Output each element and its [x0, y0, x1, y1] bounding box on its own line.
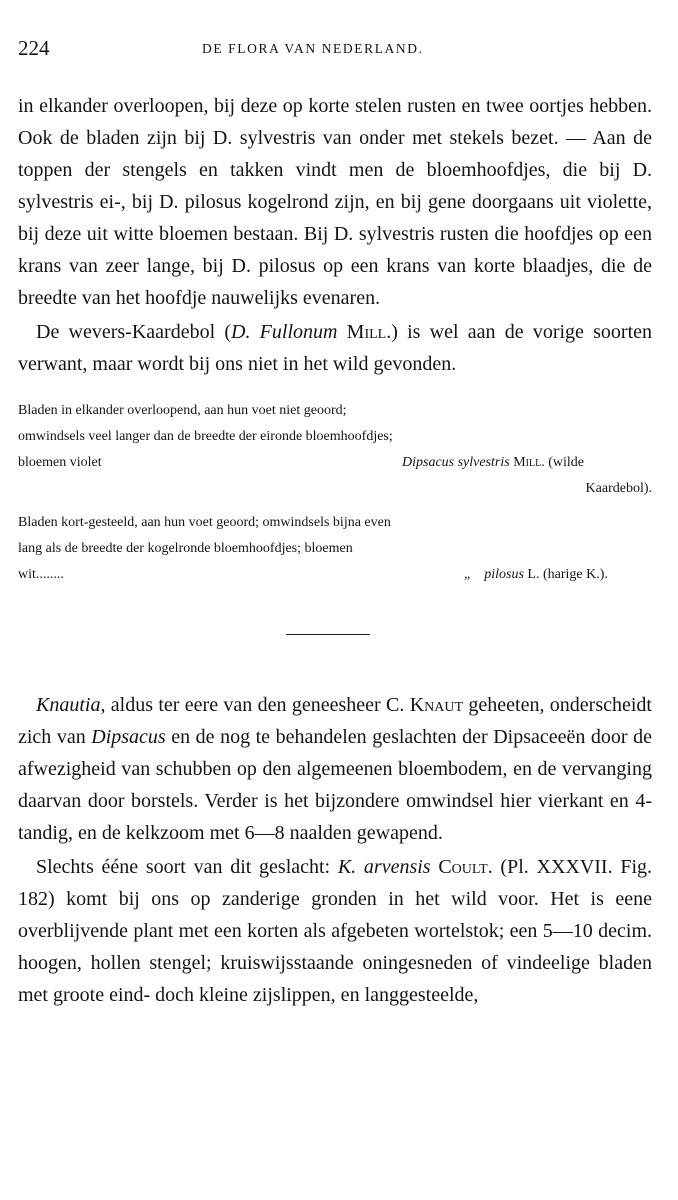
text-line: een krans van korte blaadjes, die de breedte van het hoofdje	[18, 255, 652, 309]
genus-name: Dipsacus	[91, 726, 166, 748]
text-line: takken vindt men de bloemhoofdjes, die bij D. sylvestris ei-,	[18, 159, 653, 213]
common-name: (harige K.).	[542, 567, 608, 582]
person-name: Knaut	[409, 694, 464, 716]
text-line: die hoofdjes op een krans van zeer lange, bij D. pilosus op	[18, 223, 652, 277]
identification-key	[18, 398, 652, 588]
running-title: DE FLORA VAN NEDERLAND.	[202, 41, 424, 56]
author-abbrev: Coult.	[438, 856, 493, 878]
page-number: 224	[18, 36, 50, 60]
text-line: nauwelijks evenaren.	[211, 287, 381, 309]
text-block-top	[18, 90, 652, 380]
text-line: oortjes hebben. Ook de bladen zijn bij D. sylvestris van	[18, 95, 653, 149]
section-divider	[286, 634, 370, 635]
book-page	[18, 36, 652, 1011]
key-entry	[18, 510, 652, 588]
text-line: bij deze uit witte bloemen bestaan. Bij D. sylvestris rusten	[18, 223, 489, 245]
genus-name: Knautia	[36, 694, 101, 716]
common-name: (wilde	[548, 455, 584, 470]
common-name-continued: Kaardebol).	[585, 481, 652, 496]
text-line: onder met stekels bezet. — Aan de toppen der stengels en	[18, 127, 652, 181]
paragraph-description	[18, 90, 652, 314]
key-taxon	[394, 398, 652, 502]
species-name: D. Fullonum	[231, 321, 338, 343]
species-name: pilosus	[484, 567, 524, 582]
author-abbrev: Mill.	[346, 321, 392, 343]
paragraph-arvensis: Slechts ééne soort van dit geslacht: K. arvensis Coult. (Pl. XXXVII. Fig. 182) komt bij ons op zanderige gronden in het wild voor. Het is eene overblijvende plant met een korten als afgebeten wortelstok; een 5—10 decim. hoogen, hollen stengel; kruiswijsstaande oningesneden of vindeelige bladen met groote eind- doch kleine zijslippen, en langgesteelde,	[18, 856, 652, 1006]
species-name: K. arvensis	[337, 856, 431, 878]
text-block-bottom	[18, 689, 652, 1011]
key-taxon	[394, 510, 652, 588]
key-description: Bladen kort-gesteeld, aan hun voet geoord; omwindsels bijna even lang als de breedte der kogelronde bloemhoofdjes; bloemen wit........	[18, 515, 391, 582]
key-description: Bladen in elkander overloopend, aan hun voet niet geoord; omwindsels veel langer dan de breedte der eironde bloemhoofdjes; bloemen violet	[18, 403, 393, 470]
species-name: Dipsacus sylvestris	[402, 455, 510, 470]
author-abbrev: Mill.	[513, 455, 545, 470]
ditto-mark: „	[464, 567, 471, 582]
paragraph-fullonum: De wevers-Kaardebol (D. Fullonum Mill.) is wel aan de vorige soorten verwant, maar wordt bij ons niet in het wild gevonden.	[18, 321, 653, 375]
key-entry	[18, 398, 652, 502]
text-line: in elkander overloopen, bij deze op korte stelen rusten en twee	[18, 95, 524, 117]
author-abbrev: L.	[527, 567, 540, 582]
text-line: bij D. pilosus kogelrond zijn, en bij gene doorgaans uit violette,	[131, 191, 653, 213]
paragraph-knautia: Knautia, aldus ter eere van den geneesheer C. Knaut geheeten, onderscheidt zich van Dipsacus en de nog te behandelen geslachten der Dipsaceeën door de afwezigheid van schubben op den algemeenen bloembodem, en de vervanging daarvan door borstels. Verder is het bijzondere omwindsel hier vierkant en 4-tandig, en de kelkzoom met 6—8 naalden gewapend.	[18, 694, 652, 844]
page-header	[18, 36, 652, 64]
